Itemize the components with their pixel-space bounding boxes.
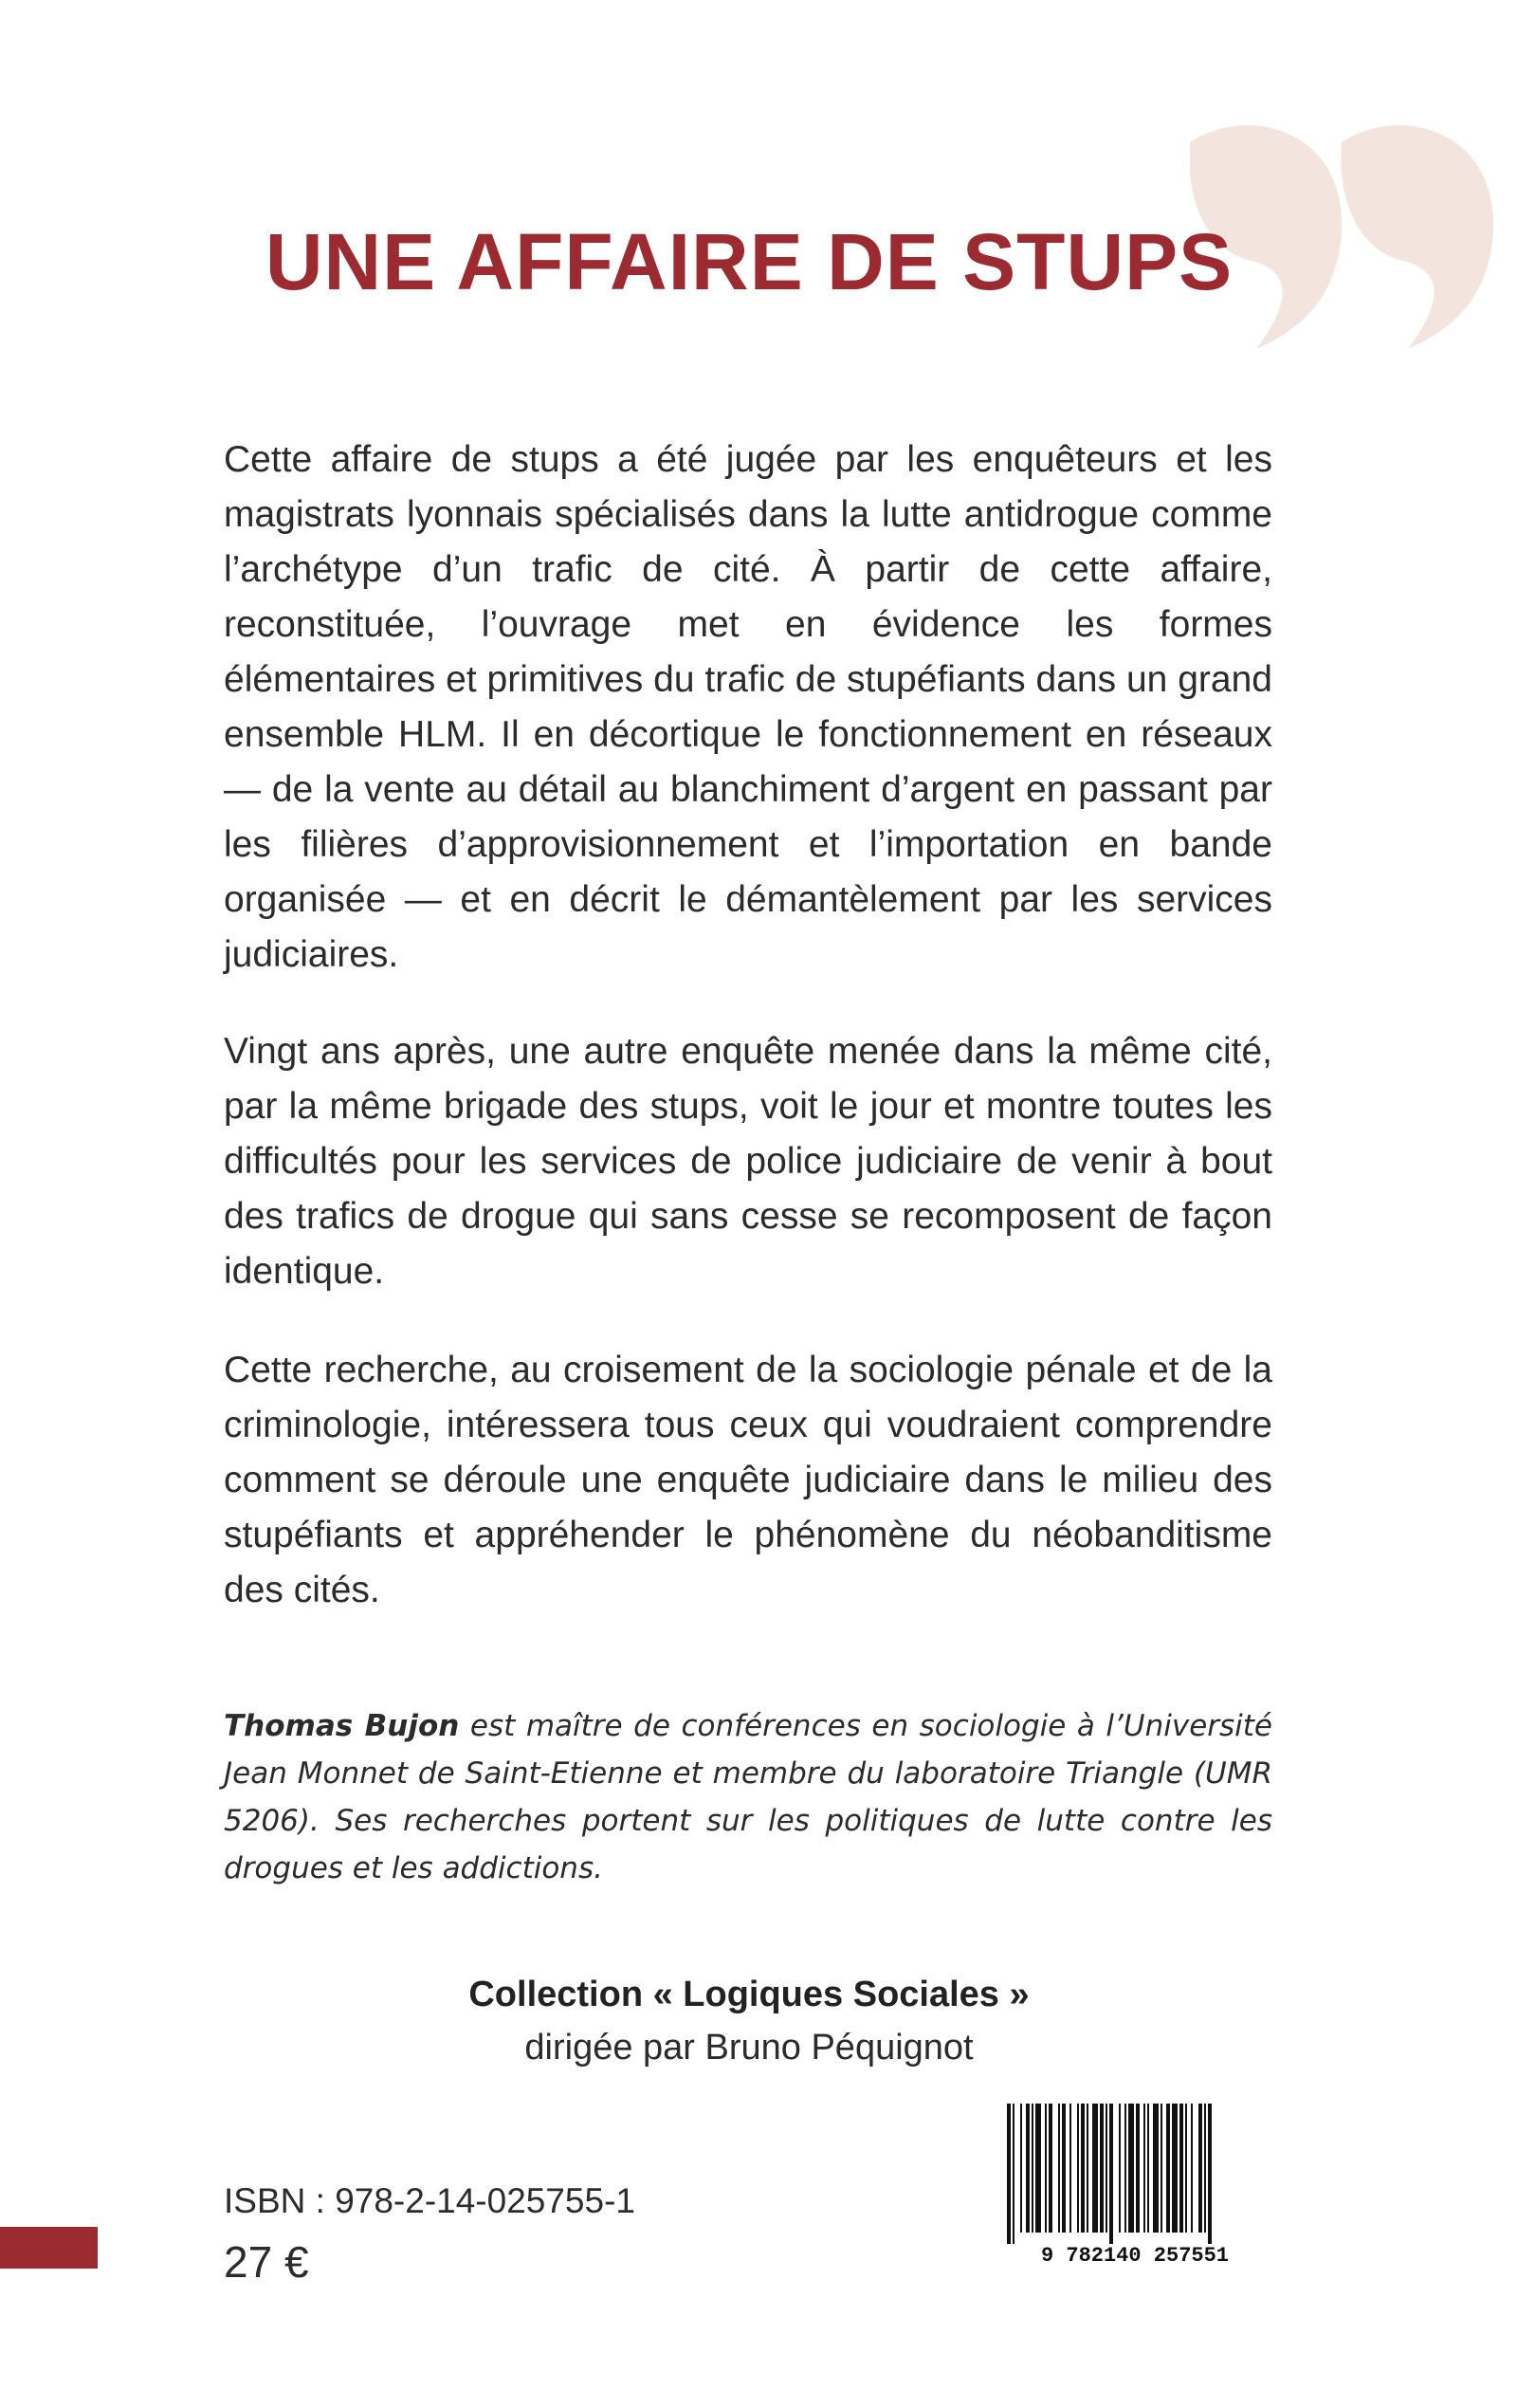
barcode-bar (1020, 2104, 1022, 2233)
barcode-bar (1124, 2104, 1126, 2233)
collection-director: dirigée par Bruno Péquignot (524, 2028, 974, 2068)
author-name: Thomas Bujon (224, 1709, 460, 1743)
barcode-bar (1049, 2104, 1052, 2233)
barcode-bar (1191, 2104, 1193, 2233)
barcode-bar (1153, 2104, 1159, 2233)
accent-bar (0, 2227, 98, 2269)
barcode-bar (1026, 2104, 1030, 2233)
barcode-bar (1166, 2104, 1170, 2233)
summary-paragraph-3 (224, 1343, 1272, 1618)
isbn: ISBN : 978-2-14-025755-1 (224, 2181, 635, 2220)
barcode-bar (1179, 2104, 1183, 2233)
barcode-bar (1058, 2104, 1060, 2233)
author-bio (224, 1702, 1272, 1892)
barcode-bar (1208, 2104, 1212, 2244)
barcode-bar (1109, 2104, 1113, 2244)
barcode-bar (1204, 2104, 1206, 2233)
paragraph-text: Vingt ans après, une autre enquête menée dans la même cité, par la même brigade des stups, voit le jour et montre toutes les difficultés pour les services de police judiciaire de venir à bout des trafics de drogue qui sans cesse se recomposent de façon identique. (224, 1031, 1272, 1292)
barcode-bar (1106, 2104, 1107, 2233)
barcode-bar (1147, 2104, 1149, 2233)
paragraph-text: Cette recherche, au croisement de la sociologie pénale et de la criminologie, intéressera tous ceux qui voudraient comprendre comment se déroule une enquête judiciaire dans le milieu des stupéfiants et appréhender le phénomène du néobanditisme des cités. (224, 1350, 1272, 1610)
barcode-bar (1077, 2104, 1079, 2233)
collection-name: Collection « Logiques Sociales » (468, 1975, 1030, 2014)
barcode-icon (1001, 2104, 1269, 2267)
barcode-bar (1119, 2104, 1121, 2233)
barcode-digits: 9 782140 257551 (1040, 2244, 1230, 2267)
barcode-bar (1092, 2104, 1098, 2233)
barcode-bar (1172, 2104, 1178, 2233)
barcode-bar (1007, 2104, 1011, 2244)
author-bio-text: est maître de conférences en sociologie à l’Université Jean Monnet de Saint-Etienne et membre du laboratoire Triangle (UMR 5206). Ses recherches portent sur les politiques de lutte contre les drogues et les addictions. (224, 1709, 1273, 1885)
summary-paragraph-2 (224, 1024, 1272, 1299)
barcode-bar (1013, 2104, 1014, 2244)
barcode-bar (1161, 2104, 1162, 2233)
barcode-bar (1100, 2104, 1104, 2233)
barcode-bar (1045, 2104, 1047, 2233)
price: 27 € (224, 2237, 309, 2287)
paragraph-text: Cette affaire de stups a été jugée par les enquêteurs et les magistrats lyonnais spécialisés dans la lutte antidrogue comme l’archétype d’un trafic de cité. À partir de cette affaire, reconstituée, l’ouvrage met en évidence les formes élémentaires et primitives du trafic de stupéfiants dans un grand ensemble HLM. Il en décortique le fonctionnement en réseaux — de la vente au détail au blanchiment d’argent en passant par les filières d’approvisionnement et l’importation en bande organisée — et en décrit le démantèlement par les services judiciaires. (224, 439, 1272, 975)
barcode-bar (1081, 2104, 1085, 2233)
barcode-bar (1136, 2104, 1140, 2233)
barcode-bar (1035, 2104, 1041, 2233)
barcode-bar (1185, 2104, 1187, 2233)
barcode-bar (1143, 2104, 1145, 2233)
book-title: UNE AFFAIRE DE STUPS (265, 217, 1234, 306)
barcode-bar (1062, 2104, 1066, 2233)
summary-paragraph-1 (224, 432, 1272, 983)
barcode-bar (1087, 2104, 1088, 2233)
barcode-bar (1198, 2104, 1202, 2233)
barcode-bar (1032, 2104, 1033, 2233)
barcode-bar (1128, 2104, 1134, 2233)
barcode-bar (1069, 2104, 1071, 2233)
